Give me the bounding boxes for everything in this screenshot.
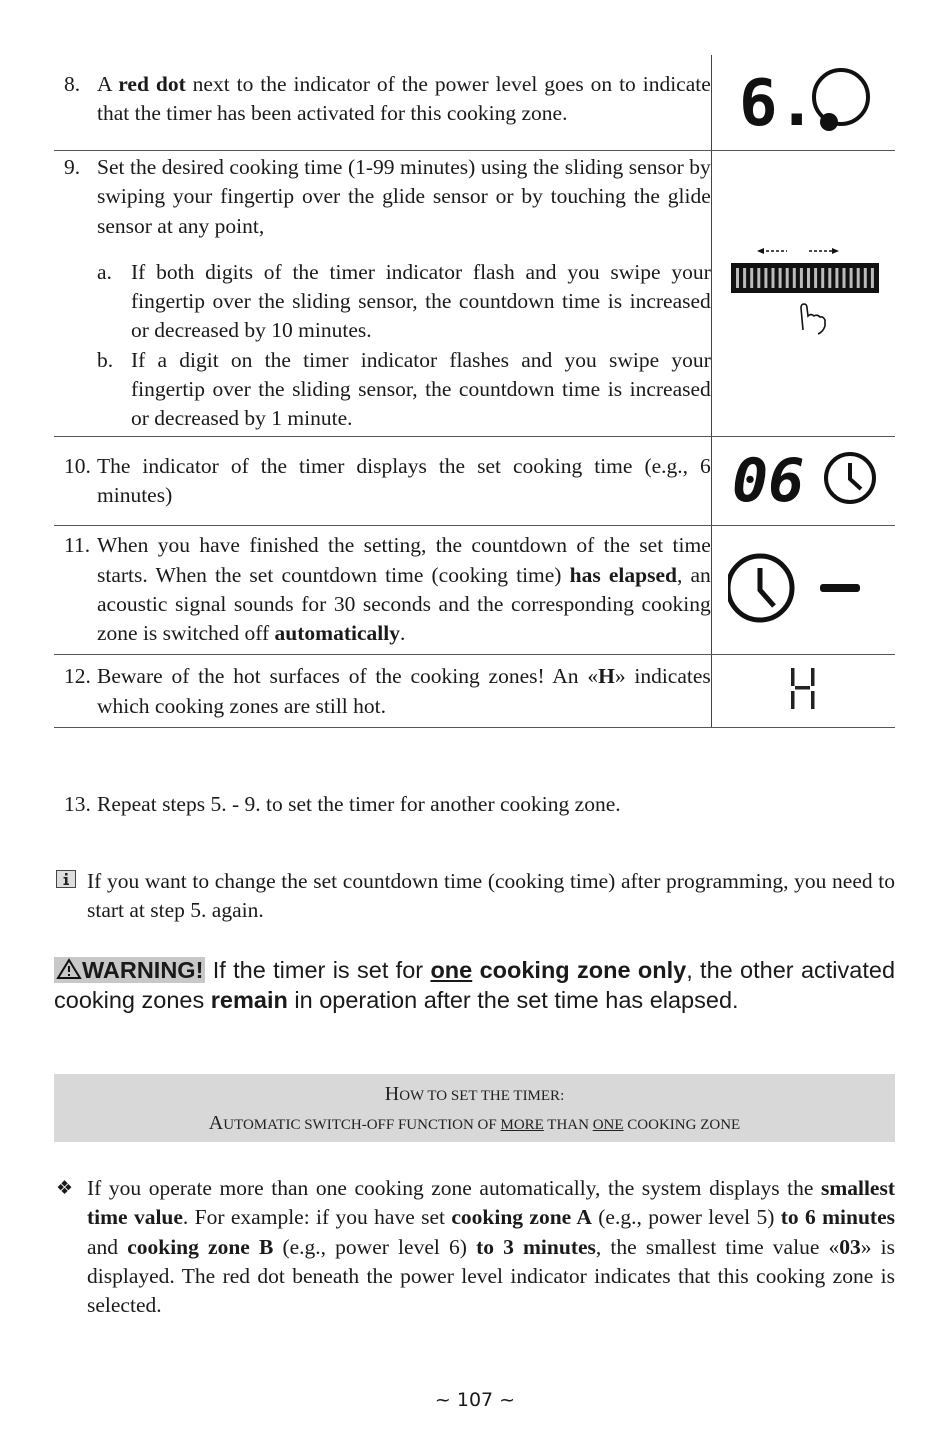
heading-line-1	[54, 1079, 895, 1111]
timer-display	[711, 436, 895, 526]
steps-table	[54, 55, 895, 728]
step-12: 12. Beware of the hot surfaces of the cooking zones! An «H» indicates which cooking zones are still hot.	[64, 664, 711, 718]
heading-run: H	[384, 1083, 400, 1105]
info-icon	[56, 870, 76, 888]
step-9a: a. If both digits of the timer indicator flash and you swipe your fingertip over the sliding sensor, the countdown time is increased or decreased by 10 minutes.	[97, 259, 711, 343]
slide-finger-icon	[723, 246, 883, 336]
hot-h-icon	[783, 664, 823, 714]
step-row-12	[54, 655, 895, 728]
step-row-10	[54, 436, 895, 526]
clock-icon	[728, 443, 878, 513]
warning-block: WARNING! If the timer is set for one cooking zone only, the other activated cooking zones remain in operation after the set time has elapsed.	[54, 957, 896, 1013]
page-number: ~ 107 ~	[434, 1389, 516, 1411]
step-row-8	[54, 55, 895, 151]
heading-line-2	[54, 1108, 895, 1140]
step-10: 10. The indicator of the timer displays the set cooking time (e.g., 6 minutes)	[64, 453, 711, 507]
diamond-bullet-icon: ❖	[56, 1177, 74, 1199]
heading-run: ONE	[592, 1117, 624, 1133]
clock-dash-icon	[728, 548, 878, 628]
slider-sensor-figure	[711, 151, 895, 437]
step-row-11	[54, 526, 895, 655]
step-11: 11. When you have finished the setting, the countdown of the set time starts. When the set countdown time (cooking time) has elapsed, an acoustic signal sounds for 30 seconds and the corresponding cooking zone is switched off automatically.	[64, 533, 711, 646]
heading-run: THAN	[543, 1117, 593, 1133]
heading-run: MORE	[500, 1117, 544, 1133]
step-13: 13. Repeat steps 5. - 9. to set the timer for another cooking zone.	[64, 792, 621, 816]
bullet-paragraph: ❖ If you operate more than one cooking zone automatically, the system displays the smallest time value. For example: if you have set cooking zone A (e.g., power level 5) to 6 minutes and cooking zone B (e.g., power level 6) to 3 minutes, the smallest time value «03» is displayed. The red dot beneath the power level indicator indicates that this cooking zone is selected.	[56, 1176, 896, 1318]
warning-triangle-icon	[56, 958, 82, 980]
heading-run: UTOMATIC SWITCH-OFF FUNCTION OF	[223, 1117, 501, 1133]
step-9b: b. If a digit on the timer indicator flashes and you swipe your fingertip over the sliding sensor, the countdown time is increased or decreased by 1 minute.	[97, 347, 711, 431]
power-level-display	[711, 55, 895, 151]
timer-off-display	[711, 526, 895, 655]
step-8: 8. A red dot next to the indicator of the power level goes on to indicate that the timer has been activated for this cooking zone.	[64, 72, 711, 126]
heading-run: OW TO SET THE TIMER:	[399, 1088, 565, 1104]
info-note: If you want to change the set countdown time (cooking time) after programming, you need to start at step 5. again.	[54, 867, 895, 926]
step-number: 9.	[64, 155, 81, 179]
power-level-digit: 6.	[739, 67, 817, 141]
section-heading	[54, 1074, 895, 1142]
heading-run: A	[208, 1112, 224, 1134]
timer-digits: 06	[732, 446, 805, 514]
power-level-dot-icon	[733, 55, 873, 145]
step-number: 8.	[64, 72, 81, 96]
step-9: 9. Set the desired cooking time (1-99 minutes) using the sliding sensor by swiping your fingertip over the glide sensor or by touching the glide sensor at any point, a. If both digits of the timer indicator flash and you swipe your fingertip over the sliding sensor, the countdown time is increased or decreased by 10 minutes. b. If a digit on the timer indicator flashes and you swipe your fingertip over the sliding sensor, the countdown time is increased or decreased by 1 minute.	[54, 153, 711, 434]
hot-indicator-display	[711, 655, 895, 728]
heading-run: COOKING ZONE	[623, 1117, 741, 1133]
warning-label: WARNING!	[54, 957, 205, 983]
step-row-9	[54, 151, 895, 437]
